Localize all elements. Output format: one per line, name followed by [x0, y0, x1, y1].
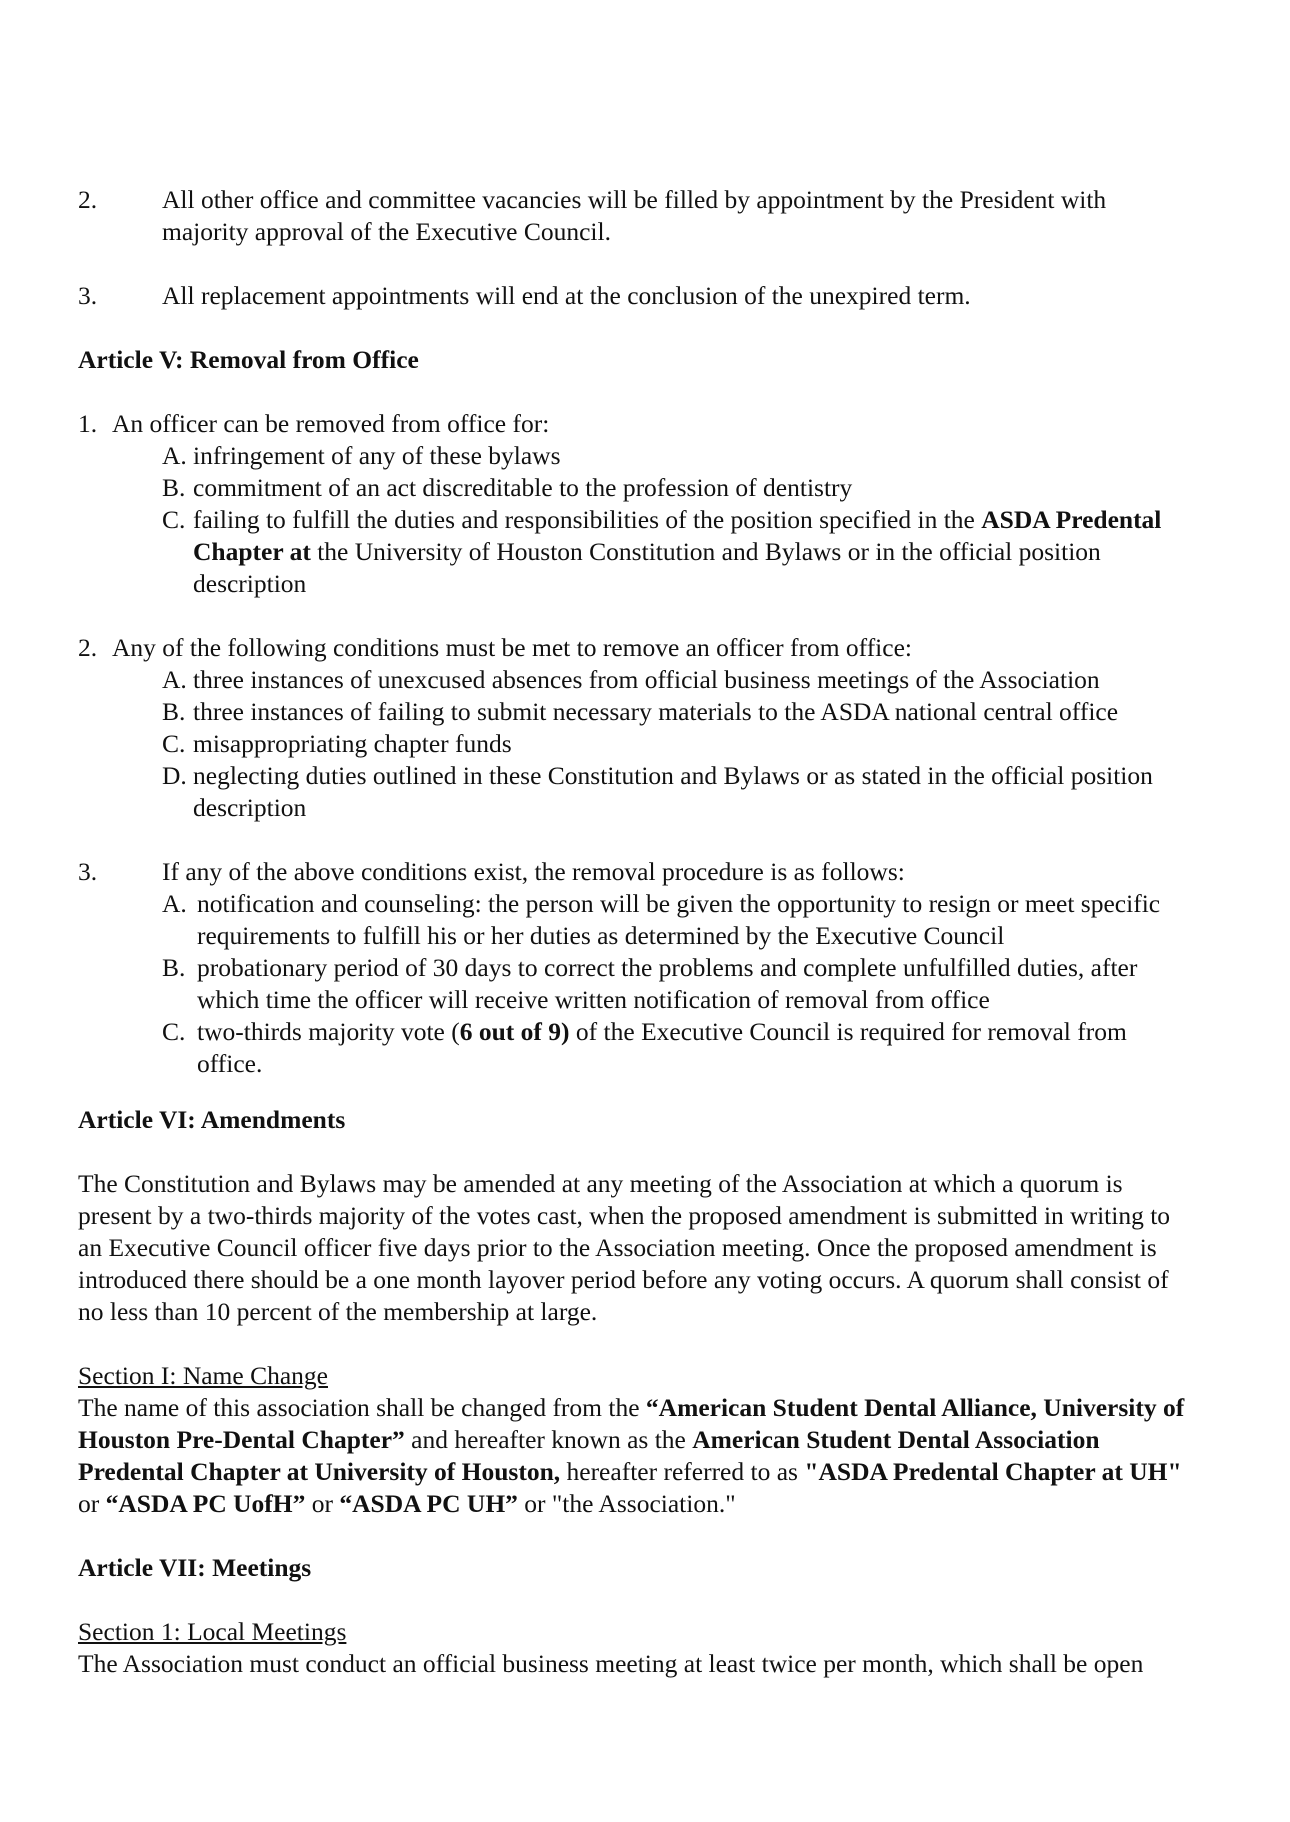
item-text: All other office and committee vacancies will be filled by appointment by the President with majority approval of the Executive Council. — [162, 185, 1107, 246]
item-number: 2. — [78, 185, 98, 214]
local-meetings-section — [78, 1616, 1198, 1680]
item-number: 3. — [78, 281, 98, 310]
sub-item-d: D. neglecting duties outlined in these Constitution and Bylaws or as stated in the official position description — [162, 761, 1153, 822]
sub-item-c: C. two-thirds majority vote (6 out of 9) of the Executive Council is required for removal from office. — [162, 1017, 1127, 1078]
item-text: Any of the following conditions must be met to remove an officer from office: — [112, 633, 912, 662]
sub-item-b: B. commitment of an act discreditable to the profession of dentistry — [162, 473, 853, 502]
item-number: 3. — [78, 857, 98, 886]
article-6-body: The Constitution and Bylaws may be amended at any meeting of the Association at which a quorum is present by a two-thirds majority of the votes cast, when the proposed amendment is submitted in writing to an Executive Council officer five days prior to the Association meeting. Once the proposed amendment is introduced there should be a one month layover period before any voting occurs. A quorum shall consist of no less than 10 percent of the membership at large. — [78, 1169, 1171, 1326]
sub-item-a: A. notification and counseling: the person will be given the opportunity to resign or meet specific requirements to fulfill his or her duties as determined by the Executive Council — [162, 889, 1161, 950]
item-text: An officer can be removed from office for: — [112, 409, 550, 438]
local-meetings-text: The Association must conduct an official business meeting at least twice per month, which shall be open — [78, 1649, 1144, 1678]
sub-item-c: C. misappropriating chapter funds — [162, 729, 512, 758]
sub-item-c: C. failing to fulfill the duties and responsibilities of the position specified in the ASDA Predental Chapter at the University of Houston Constitution and Bylaws or in the official position description — [162, 505, 1162, 598]
sub-item-a: A. three instances of unexcused absences from official business meetings of the Association — [162, 665, 1100, 694]
sub-item-a: A. infringement of any of these bylaws — [162, 441, 561, 470]
article-6-heading: Article VI: Amendments — [78, 1105, 346, 1134]
sub-item-b: B. probationary period of 30 days to correct the problems and complete unfulfilled duties, after which time the officer will receive written notification of removal from office — [162, 953, 1138, 1014]
article-5-heading: Article V: Removal from Office — [78, 345, 419, 374]
item-number: 2. — [78, 633, 98, 662]
article-7-heading: Article VII: Meetings — [78, 1553, 312, 1582]
item-number: 1. — [78, 409, 98, 438]
sub-item-b: B. three instances of failing to submit necessary materials to the ASDA national central office — [162, 697, 1119, 726]
section-title: Section I: Name Change — [78, 1361, 328, 1390]
item-text: All replacement appointments will end at the conclusion of the unexpired term. — [162, 281, 971, 310]
name-change-text: The name of this association shall be changed from the “American Student Dental Alliance, University of Houston Pre-Dental Chapter” and hereafter known as the American Student Dental Association Predental Chapter at University of Houston, hereafter referred to as "ASDA Predental Chapter at UH" or “ASDA PC UofH” or “ASDA PC UH” or "the Association." — [78, 1393, 1185, 1518]
name-change-section — [78, 1360, 1198, 1520]
item-text: If any of the above conditions exist, the removal procedure is as follows: — [162, 857, 905, 886]
section-title: Section 1: Local Meetings — [78, 1617, 347, 1646]
